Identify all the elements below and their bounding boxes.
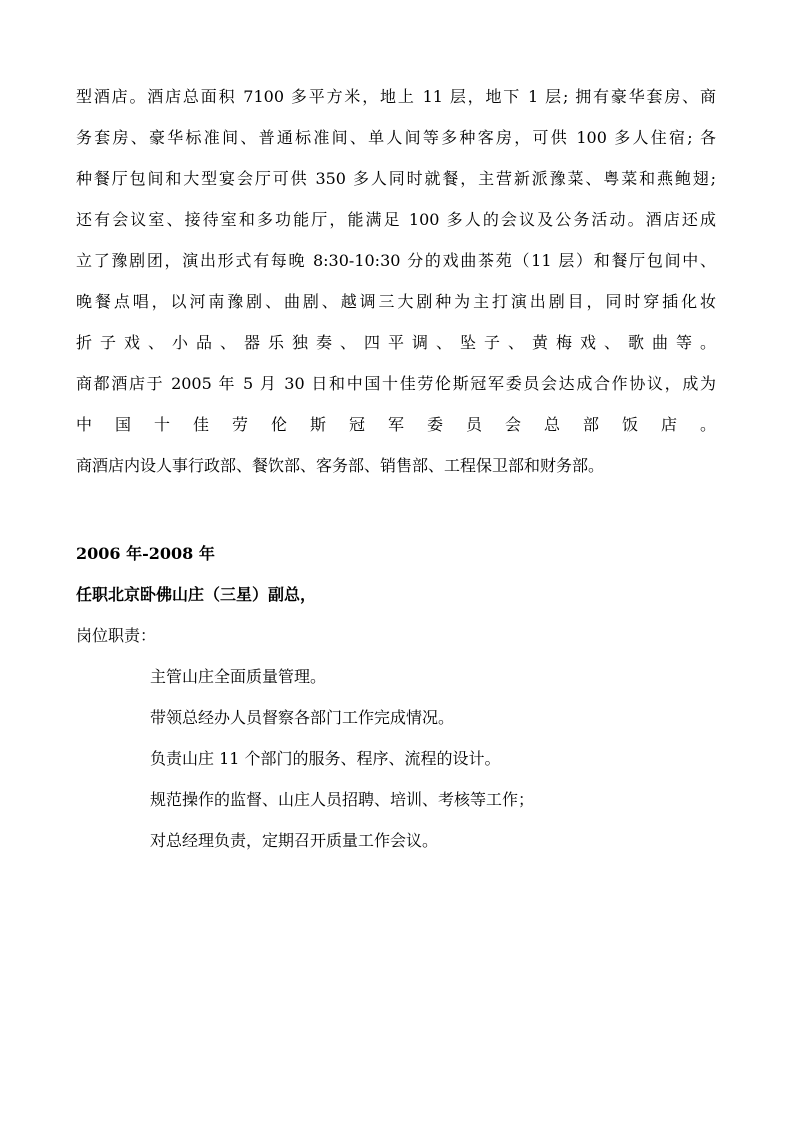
duty-item: 主管山庄全面质量管理。 [150,667,327,686]
employment-section [76,533,716,861]
job-position: 任职北京卧佛山庄（三星）副总， [76,585,317,604]
duties-label: 岗位职责： [76,626,157,645]
paragraph-line: 种餐厅包间和大型宴会厅可供 350 多人同时就餐，主营新派豫菜、粤菜和燕鲍翅; [76,169,716,188]
paragraph-line: 商酒店内设人事行政部、餐饮部、客务部、销售部、工程保卫部和财务部。 [76,456,605,475]
paragraph-line: 折子戏、小品、器乐独奏、四平调、坠子、黄梅戏、歌曲等。 [76,333,716,352]
employment-period: 2006 年-2008 年 [76,544,215,563]
paragraph-line: 立了豫剧团，演出形式有每晚 8:30-10:30 分的戏曲茶苑（11 层）和餐厅包间中、 [76,251,716,270]
paragraph-line: 中国十佳劳伦斯冠军委员会总部饭店。 [76,415,716,434]
paragraph-line: 还有会议室、接待室和多功能厅，能满足 100 多人的会议及公务活动。酒店还成 [76,210,716,229]
duty-item: 规范操作的监督、山庄人员招聘、培训、考核等工作； [150,790,535,809]
duty-item: 对总经理负责，定期召开质量工作会议。 [150,831,439,850]
paragraph-line: 务套房、豪华标准间、普通标准间、单人间等多种客房，可供 100 多人住宿; 各 [76,128,716,147]
duties-list [76,656,716,861]
paragraph-line: 晚餐点唱，以河南豫剧、曲剧、越调三大剧种为主打演出剧目，同时穿插化妆 [76,292,716,311]
section-spacer [76,486,716,533]
paragraph-line: 型酒店。酒店总面积 7100 多平方米，地上 11 层，地下 1 层; 拥有豪华套房、商 [76,87,716,106]
document-body [76,76,716,861]
duty-item: 负责山庄 11 个部门的服务、程序、流程的设计。 [150,749,501,768]
hotel-description-paragraph [76,76,716,486]
paragraph-line: 商都酒店于 2005 年 5 月 30 日和中国十佳劳伦斯冠军委员会达成合作协议，成为 [76,374,716,393]
duty-item: 带领总经办人员督察各部门工作完成情况。 [150,708,455,727]
